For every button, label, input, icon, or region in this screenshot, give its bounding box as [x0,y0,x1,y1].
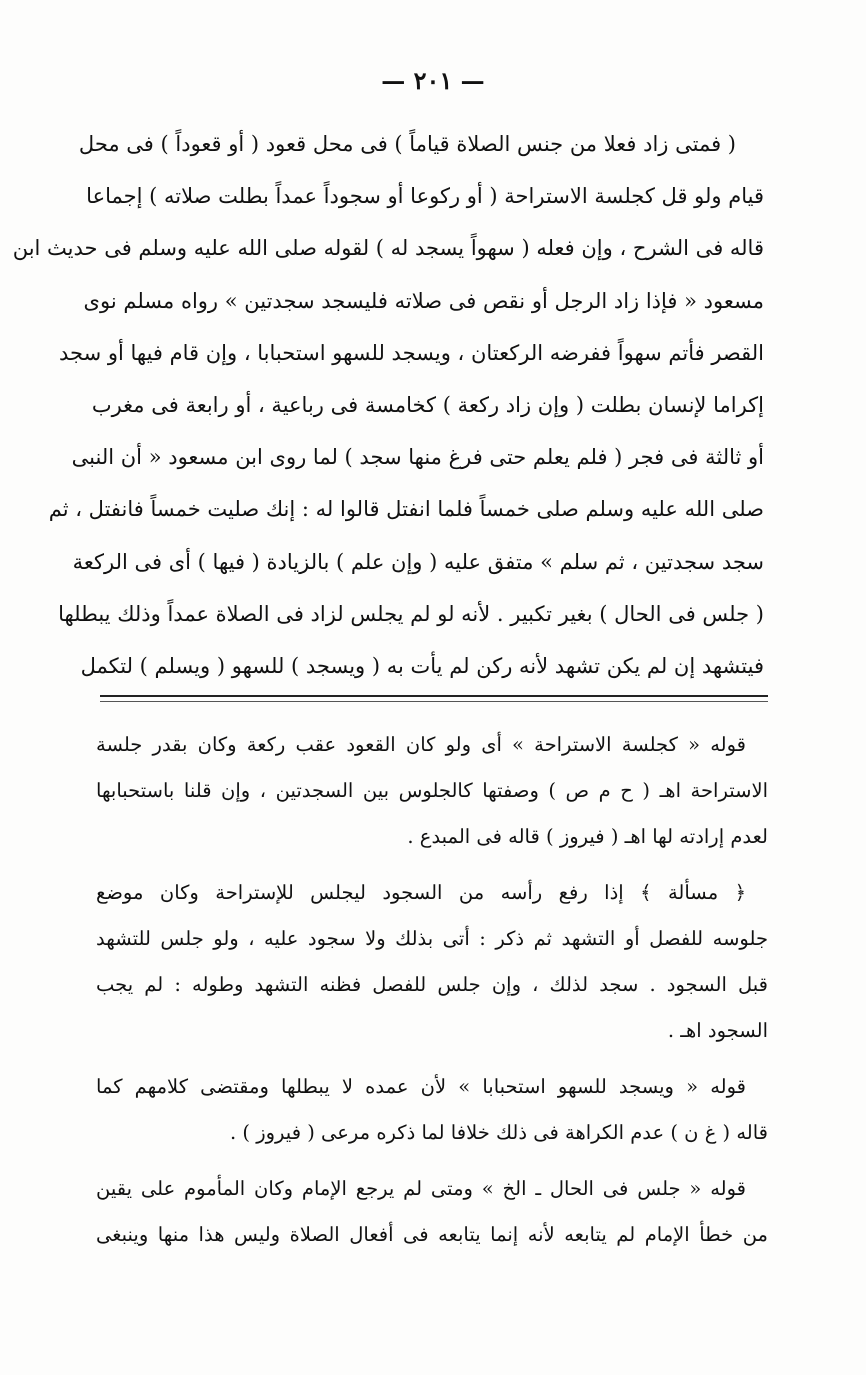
main-text-line: صلى الله عليه وسلم صلى خمساً فلما انفتل قالوا له : إنك صليت خمساً فانفتل ، ثم [48,497,764,522]
main-text-body [12,118,764,692]
footnote-line: قوله « كجلسة الاستراحة » أى ولو كان القعود عقب ركعة وكان بقدر جلسة [96,733,746,756]
main-text-line: قيام ولو قل كجلسة الاستراحة ( أو ركوعا أو سجوداً عمداً بطلت صلاته ) إجماعا [86,184,764,209]
footnote-jalasa-fil-hal [96,1166,768,1258]
main-text-line: ( فمتى زاد فعلا من جنس الصلاة قياماً ) فى محل قعود ( أو قعوداً ) فى محل [78,132,736,156]
footnote-jalsat-al-istiraha [96,722,768,860]
footnote-line: ﴿ مسألة ﴾ إذا رفع رأسه من السجود ليجلس للإستراحة وكان موضع [96,881,746,904]
page-number: — ٢٠١ — [381,66,485,95]
main-text-line: قاله فى الشرح ، وإن فعله ( سهواً يسجد له ) لقوله صلى الله عليه وسلم فى حديث ابن [12,236,764,261]
main-text-line: فيتشهد إن لم يكن تشهد لأنه ركن لم يأت به ( ويسجد ) للسهو ( ويسلم ) لتكمل [80,653,764,678]
main-text-line: أو ثالثة فى فجر ( فلم يعلم حتى فرغ منها سجد ) لما روى ابن مسعود « أن النبى [71,445,764,470]
footnote-line: لعدم إرادته لها اهـ ( فيروز ) قاله فى المبدع . [407,825,768,848]
footnote-line: من خطأ الإمام لم يتابعه لأنه إنما يتابعه فى أفعال الصلاة وليس هذا منها وينبغى [96,1223,768,1246]
main-text-line: مسعود « فإذا زاد الرجل أو نقص فى صلاته فليسجد سجدتين » رواه مسلم نوى [83,288,764,313]
footnote-masala [96,870,768,1054]
footnote-line: السجود اهـ . [667,1019,768,1042]
footnotes-section [96,722,768,1268]
main-text-line: سجد سجدتين ، ثم سلم » متفق عليه ( وإن علم ) بالزيادة ( فيها ) أى فى الركعة [72,549,764,574]
footnote-line: جلوسه للفصل أو التشهد ثم ذكر : أتى بذلك ولا سجود عليه ، ولو جلس للتشهد [96,927,768,950]
footnote-line: الاستراحة اهـ ( ح م ص ) وصفتها كالجلوس بين السجدتين ، وإن قلنا باستحبابها [96,779,768,802]
footnote-separator-rule [100,695,768,697]
footnote-line: قوله « ويسجد للسهو استحبابا » لأن عمده لا يبطلها ومقتضى كلامهم كما [96,1075,746,1098]
main-text-line: إكراما لإنسان بطلت ( وإن زاد ركعة ) كخامسة فى رباعية ، أو رابعة فى مغرب [91,392,764,417]
footnote-line: قاله ( غ ن ) عدم الكراهة فى ذلك خلافا لما ذكره مرعى ( فيروز ) . [230,1121,768,1144]
footnote-line: قوله « جلس فى الحال ـ الخ » ومتى لم يرجع الإمام وكان المأموم على يقين [96,1177,746,1200]
main-text-line: ( جلس فى الحال ) بغير تكبير . لأنه لو لم يجلس لزاد فى الصلاة عمداً وذلك يبطلها [58,601,764,626]
footnote-line: قبل السجود . سجد لذلك ، وإن جلس للفصل فظنه التشهد وطوله : لم يجب [96,973,768,996]
main-text-line: القصر فأتم سهواً ففرضه الركعتان ، ويسجد للسهو استحبابا ، وإن قام فيها أو سجد [59,340,764,365]
footnote-sujud-as-sahw [96,1064,768,1156]
